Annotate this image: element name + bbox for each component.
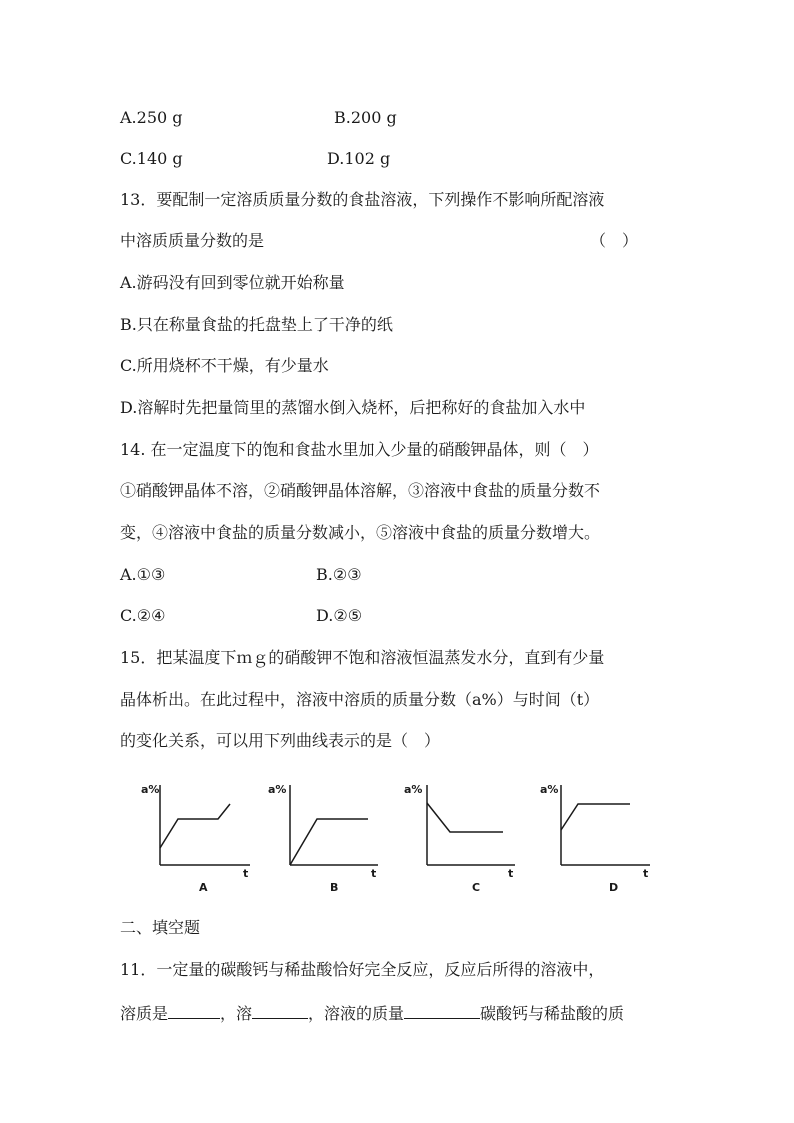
q13-stem-line1: 13．要配制一定溶质质量分数的食盐溶液，下列操作不影响所配溶液 [120,190,605,209]
q12-option-d: D.102 g [327,149,391,168]
q13-option-c: C.所用烧杯不干燥，有少量水 [120,356,329,375]
graph-d-xlabel: t [643,867,649,880]
graph-d-ylabel: a% [540,783,559,796]
graph-d [561,785,650,865]
graph-b-label: B [330,881,339,894]
q13-answer-bracket: （ ） [590,231,639,250]
q12-option-b: B.200 g [334,108,397,127]
q12-option-a: A.250 g [120,108,183,127]
graph-a-label: A [199,881,208,894]
graph-a-xlabel: t [243,867,249,880]
q11-part2: ，溶 [220,1004,253,1023]
q15-stem-line3: 的变化关系，可以用下列曲线表示的是（ ） [120,731,441,750]
q15-stem-line1: 15．把某温度下ｍｇ的硝酸钾不饱和溶液恒温蒸发水分，直到有少量 [120,648,605,667]
q11-part4: 碳酸钙与稀盐酸的质 [480,1004,625,1023]
graph-c [427,785,515,865]
q11-blank-2[interactable] [252,1002,308,1019]
q11-stem-line2 [120,1002,624,1024]
q14-option-b: B.②③ [316,565,362,584]
graph-c-curve [427,803,503,832]
q11-stem-line1: 11．一定量的碳酸钙与稀盐酸恰好完全反应，反应后所得的溶液中， [120,960,605,979]
graph-a [160,785,250,865]
q11-blank-1[interactable] [168,1002,220,1019]
q13-option-b: B.只在称量食盐的托盘垫上了干净的纸 [120,315,393,334]
q14-stem-line1: 14. 在一定温度下的饱和食盐水里加入少量的硝酸钾晶体，则（ ） [120,440,599,459]
section-title: 二、填空题 [120,918,201,937]
graph-c-xlabel: t [508,867,514,880]
q14-option-d: D.②⑤ [316,606,363,625]
q11-part1: 溶质是 [120,1004,169,1023]
graph-d-label: D [609,881,619,894]
graph-c-label: C [472,881,481,894]
q14-stem-line2: ①硝酸钾晶体不溶，②硝酸钾晶体溶解，③溶液中食盐的质量分数不 [120,481,601,500]
graph-b-ylabel: a% [268,783,287,796]
q14-option-c: C.②④ [120,606,166,625]
q11-blank-3[interactable] [404,1002,480,1019]
q15-stem-line2: 晶体析出。在此过程中，溶液中溶质的质量分数（a%）与时间（t） [120,690,600,709]
graph-d-curve [561,804,630,830]
q11-part3: ，溶液的质量 [308,1004,405,1023]
graph-b-curve [290,819,368,865]
q14-option-a: A.①③ [120,565,166,584]
q13-option-a: A.游码没有回到零位就开始称量 [120,273,345,292]
graph-c-ylabel: a% [404,783,423,796]
graph-a-curve [160,804,230,848]
graph-b-xlabel: t [371,867,377,880]
q13-stem-line2: 中溶质质量分数的是 [120,231,265,250]
q13-option-d: D.溶解时先把量筒里的蒸馏水倒入烧杯，后把称好的食盐加入水中 [120,398,586,417]
graph-a-ylabel: a% [141,783,160,796]
q14-stem-line3: 变，④溶液中食盐的质量分数减小，⑤溶液中食盐的质量分数增大。 [120,523,601,542]
graph-b [290,785,378,865]
q12-option-c: C.140 g [120,149,183,168]
